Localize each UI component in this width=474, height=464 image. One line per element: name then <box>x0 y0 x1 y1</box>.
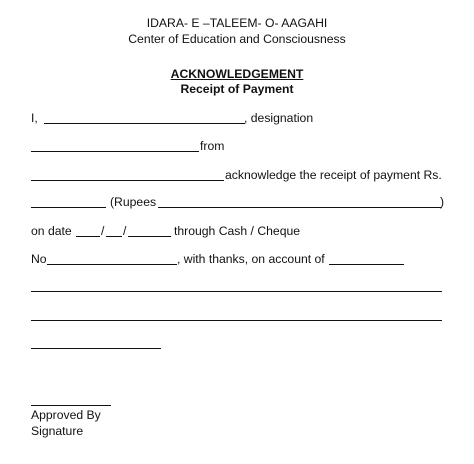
rupees-close-paren: ) <box>440 195 445 209</box>
amount-field[interactable] <box>31 207 106 208</box>
rupees-label: (Rupees <box>110 195 157 209</box>
account-of-label: , with thanks, on account of <box>177 252 325 266</box>
cheque-number-field[interactable] <box>47 264 177 265</box>
name-field[interactable] <box>44 123 245 124</box>
from-field[interactable] <box>31 180 224 181</box>
organization-subtitle: Center of Education and Consciousness <box>128 32 346 46</box>
payment-method-label: through Cash / Cheque <box>174 224 301 238</box>
signature-line[interactable] <box>31 405 111 406</box>
blank-line[interactable] <box>31 320 442 321</box>
organization-name: IDARA- E –TALEEM- O- AAGAHI <box>146 16 328 30</box>
line3-suffix: acknowledge the receipt of payment Rs. <box>225 168 442 182</box>
line1-prefix: I, <box>31 111 38 125</box>
date-day-field[interactable] <box>76 236 100 237</box>
number-label: No <box>31 252 47 266</box>
designation-field[interactable] <box>31 151 199 152</box>
blank-line[interactable] <box>31 291 442 292</box>
date-month-field[interactable] <box>106 236 122 237</box>
line2-suffix: from <box>200 139 225 153</box>
date-separator: / <box>123 224 127 238</box>
date-year-field[interactable] <box>128 236 171 237</box>
date-label: on date <box>31 224 72 238</box>
blank-line[interactable] <box>31 348 161 349</box>
document-subtitle: Receipt of Payment <box>180 82 294 96</box>
document-title: ACKNOWLEDGEMENT <box>170 67 304 81</box>
date-separator: / <box>101 224 105 238</box>
approved-by-label: Approved By <box>31 408 101 422</box>
line1-suffix: , designation <box>244 111 314 125</box>
signature-label: Signature <box>31 424 84 438</box>
account-of-field[interactable] <box>329 264 404 265</box>
amount-in-words-field[interactable] <box>158 207 441 208</box>
